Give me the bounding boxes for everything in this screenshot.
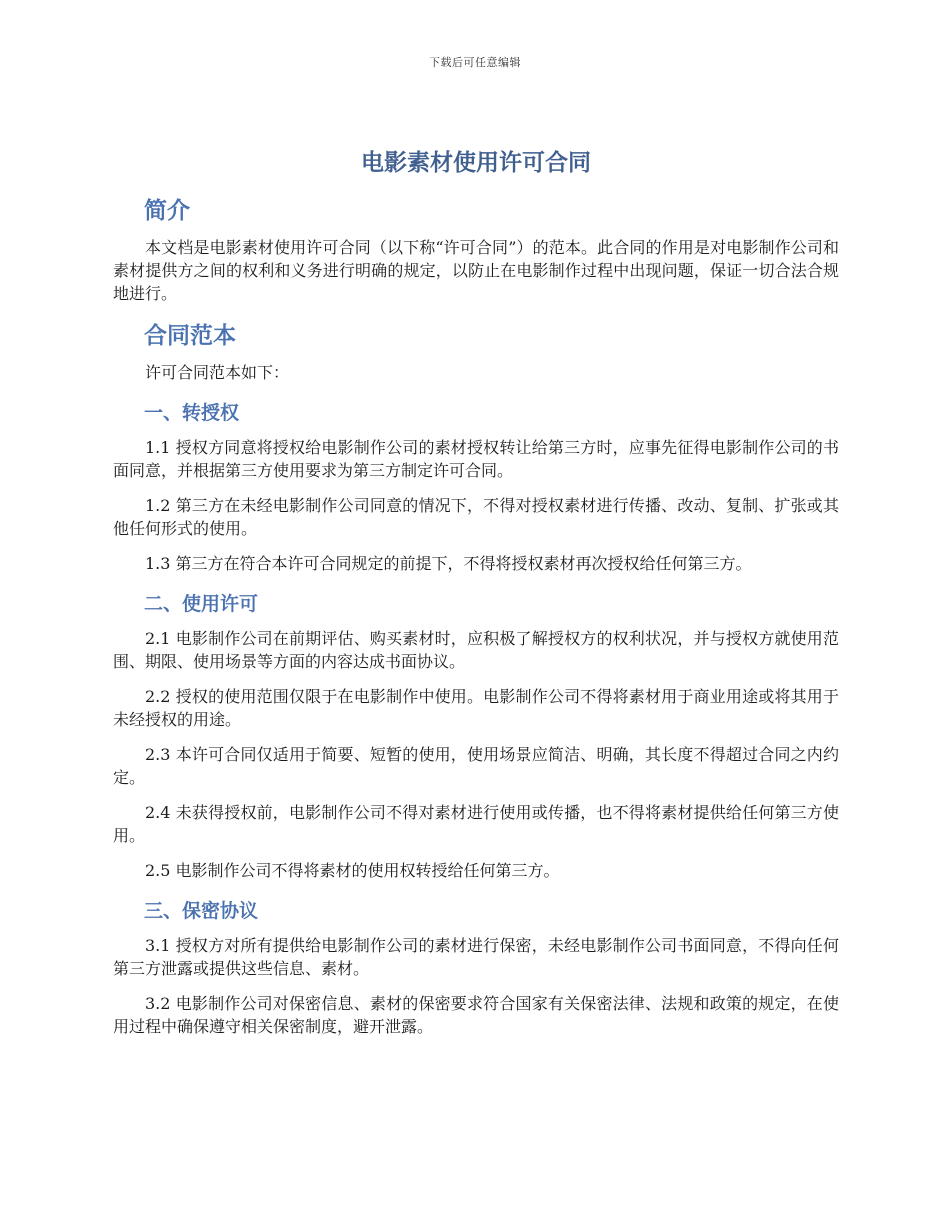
intro-paragraph: 本文档是电影素材使用许可合同（以下称“许可合同”）的范本。此合同的作用是对电影制作公司和素材提供方之间的权利和义务进行明确的规定，以防止在电影制作过程中出现问题，保证一切合法合规地进行。 [113, 238, 839, 303]
document-title: 电影素材使用许可合同 [361, 150, 591, 176]
document-body [113, 146, 839, 1050]
clause-3-1: 3.1 授权方对所有提供给电影制作公司的素材进行保密，未经电影制作公司书面同意，不得向任何第三方泄露或提供这些信息、素材。 [113, 936, 839, 978]
clause-2-3: 2.3 本许可合同仅适用于简要、短暂的使用，使用场景应简洁、明确，其长度不得超过合同之内约定。 [113, 745, 839, 787]
clause-1-2: 1.2 第三方在未经电影制作公司同意的情况下，不得对授权素材进行传播、改动、复制、扩张或其他任何形式的使用。 [113, 496, 839, 538]
intro-heading: 简介 [144, 198, 190, 224]
clause-3-2: 3.2 电影制作公司对保密信息、素材的保密要求符合国家有关保密法律、法规和政策的规定，在使用过程中确保遵守相关保密制度，避开泄露。 [113, 994, 839, 1036]
template-lead: 许可合同范本如下： [145, 363, 290, 382]
section-heading-sublicense: 一、转授权 [144, 402, 240, 424]
clause-2-1: 2.1 电影制作公司在前期评估、购买素材时，应积极了解授权方的权利状况，并与授权方就使用范围、期限、使用场景等方面的内容达成书面协议。 [113, 629, 839, 671]
template-heading: 合同范本 [144, 323, 236, 349]
page-header-note: 下载后可任意编辑 [429, 56, 521, 69]
section-heading-usage-license: 二、使用许可 [144, 593, 259, 615]
clause-1-3: 1.3 第三方在符合本许可合同规定的前提下，不得将授权素材再次授权给任何第三方。 [145, 554, 752, 573]
clause-1-1: 1.1 授权方同意将授权给电影制作公司的素材授权转让给第三方时，应事先征得电影制作公司的书面同意，并根据第三方使用要求为第三方制定许可合同。 [113, 438, 839, 480]
section-heading-confidentiality: 三、保密协议 [144, 900, 259, 922]
clause-2-4: 2.4 未获得授权前，电影制作公司不得对素材进行使用或传播，也不得将素材提供给任何第三方使用。 [113, 803, 839, 845]
clause-2-5: 2.5 电影制作公司不得将素材的使用权转授给任何第三方。 [145, 861, 560, 880]
clause-2-2: 2.2 授权的使用范围仅限于在电影制作中使用。电影制作公司不得将素材用于商业用途或将其用于未经授权的用途。 [113, 687, 839, 729]
